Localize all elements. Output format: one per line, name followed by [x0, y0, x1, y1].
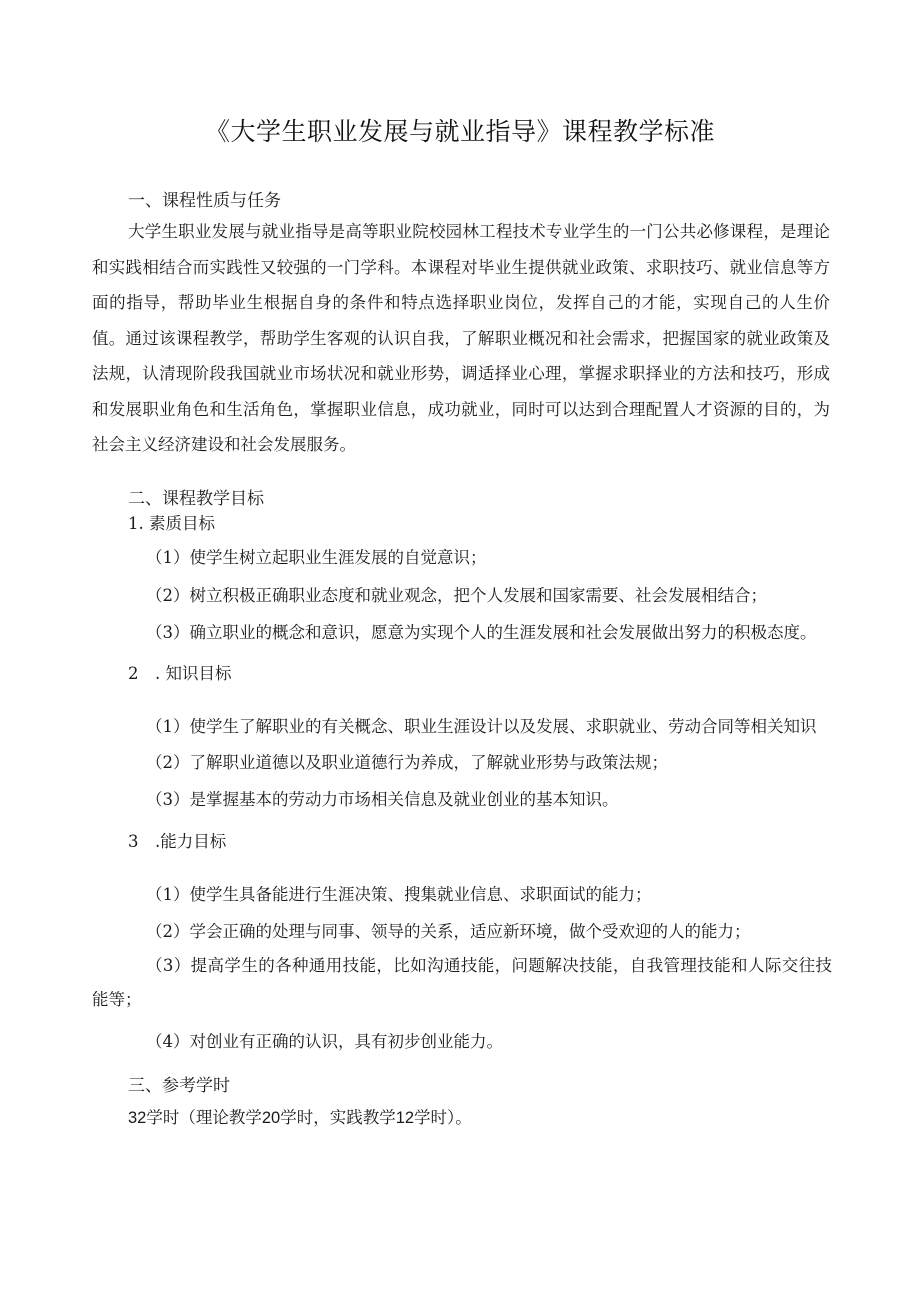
section2-heading: 二、课程教学目标	[128, 489, 264, 509]
ability-goal-item: （1）使学生具备能进行生涯决策、搜集就业信息、求职面试的能力；	[146, 885, 652, 904]
knowledge-goal-item: （3）是掌握基本的劳动力市场相关信息及就业创业的基本知识。	[146, 790, 619, 809]
section1-paragraph: 大学生职业发展与就业指导是高等职业院校园林工程技术专业学生的一门公共必修课程，是理论和实践相结合而实践性又较强的一门学科。本课程对毕业生提供就业政策、求职技巧、就业信息等方面的指导，帮助毕业生根据自身的条件和特点选择职业岗位，发挥自己的才能，实现自己的人生价值。通过该课程教学，帮助学生客观的认识自我，了解职业概况和社会需求，把握国家的就业政策及法规，认清现阶段我国就业市场状况和就业形势，调适择业心理，掌握求职择业的方法和技巧，形成和发展职业角色和生活角色，掌握职业信息，成功就业，同时可以达到合理配置人才资源的目的，为社会主义经济建设和社会发展服务。	[92, 222, 830, 454]
ability-goal-item: （3）提高学生的各种通用技能，比如沟通技能，问题解决技能，自我管理技能和人际交往技能等；	[92, 956, 832, 1009]
quality-goal-item: （2）树立积极正确职业态度和就业观念，把个人发展和国家需要、社会发展相结合；	[146, 586, 767, 605]
knowledge-goals-heading: 2 . 知识目标	[128, 664, 232, 683]
ability-goal-item: （4）对创业有正确的认识，具有初步创业能力。	[146, 1032, 503, 1051]
document-title: 《大学生职业发展与就业指导》课程教学标准	[204, 117, 715, 146]
section3-heading: 三、参考学时	[128, 1076, 230, 1096]
quality-goal-item: （1）使学生树立起职业生涯发展的自觉意识；	[146, 548, 487, 567]
quality-goal-item: （3）确立职业的概念和意识，愿意为实现个人的生涯发展和社会发展做出努力的积极态度。	[146, 623, 817, 642]
reference-hours: 32学时（理论教学20学时，实践教学12学时）。	[128, 1109, 472, 1127]
ability-goals-heading: 3 .能力目标	[128, 832, 227, 851]
knowledge-goal-item: （2）了解职业道德以及职业道德行为养成，了解就业形势与政策法规；	[146, 753, 668, 772]
knowledge-goal-item: （1）使学生了解职业的有关概念、职业生涯设计以及发展、求职就业、劳动合同等相关知识	[146, 717, 817, 736]
section1-heading: 一、课程性质与任务	[128, 191, 281, 211]
quality-goals-heading: 1. 素质目标	[128, 514, 215, 533]
ability-goal-item: （2）学会正确的处理与同事、领导的关系，适应新环境，做个受欢迎的人的能力；	[146, 922, 751, 941]
